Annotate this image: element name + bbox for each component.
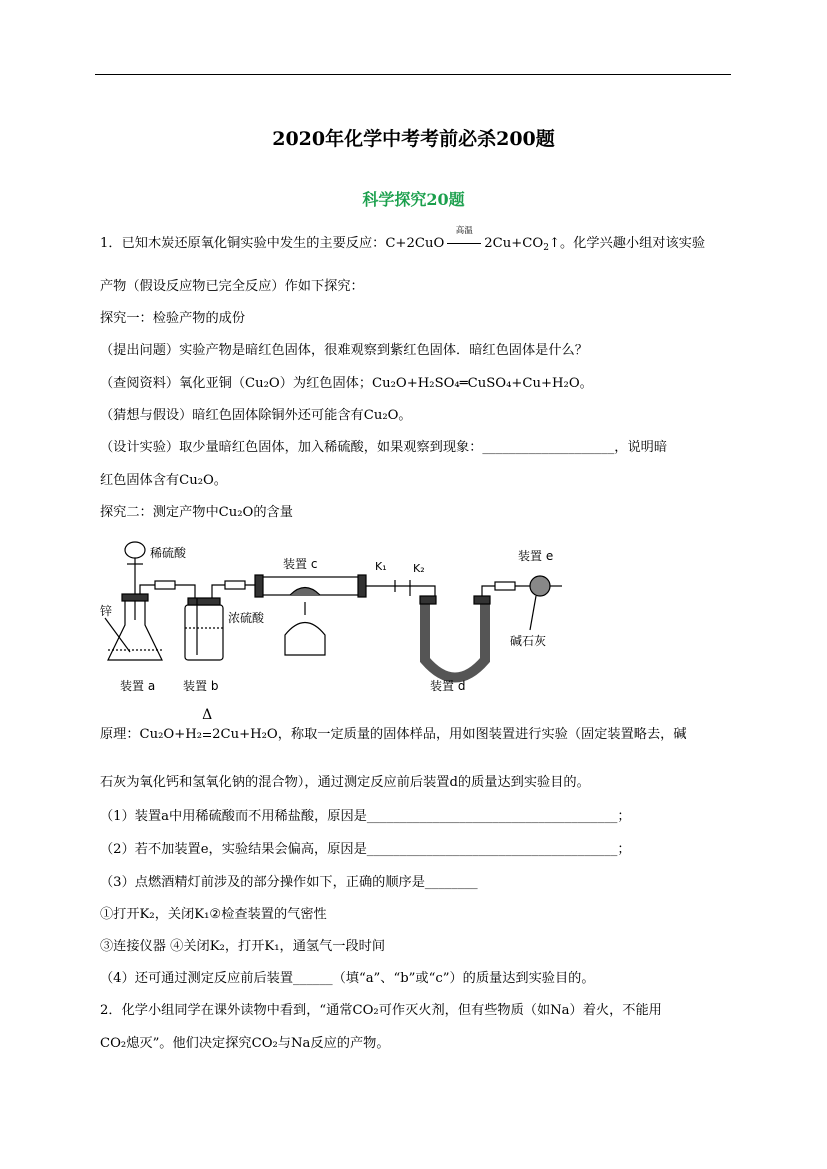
label-k1: K₁ xyxy=(375,560,387,573)
header-rule xyxy=(95,74,731,75)
drying-tube-e xyxy=(530,576,550,596)
q2-line-1: 2．化学小组同学在课外读物中看到，“通常CO₂可作灭火剂，但有些物质（如Na）着火，不能用 xyxy=(100,1003,662,1018)
alcohol-lamp xyxy=(285,623,325,656)
q1-line-7: （设计实验）取少量暗红色固体，加入稀硫酸，如果观察到现象：____________________，说明暗 xyxy=(100,440,668,455)
label-device-e: 装置 e xyxy=(518,549,554,563)
principle-pre: 原理：Cu₂O+H₂ xyxy=(100,727,203,742)
q1-l1-sub: 2 xyxy=(543,243,549,253)
q1-l1-post: ↑。化学兴趣小组对该实验 xyxy=(548,236,706,251)
reaction-arrow-heat xyxy=(202,707,213,742)
subq-3-option-2: ③连接仪器 ④关闭K₂，打开K₁，通氢气一段时间 xyxy=(100,939,386,954)
label-k2: K₂ xyxy=(413,562,425,575)
subq-3-option-1: ①打开K₂，关闭K₁②检查装置的气密性 xyxy=(100,907,327,922)
label-conc-acid: 浓硫酸 xyxy=(228,611,265,625)
section-subtitle: 科学探究20题 xyxy=(362,190,465,209)
label-device-b: 装置 b xyxy=(183,679,219,693)
reaction-condition: 高温 xyxy=(455,226,473,236)
bottle-b xyxy=(185,605,223,660)
q1-line-1 xyxy=(100,226,706,253)
label-device-d: 装置 d xyxy=(430,679,466,693)
principle-post: 2Cu+H₂O，称取一定质量的固体样品，用如图装置进行实验（固定装置略去，碱 xyxy=(212,727,687,742)
q1-line-4: （提出问题）实验产物是暗红色固体，很难观察到紫红色固体．暗红色固体是什么？ xyxy=(100,343,588,358)
separatory-funnel xyxy=(125,542,145,558)
subq-2: （2）若不加装置e，实验结果会偏高，原因是______________________________________； xyxy=(100,842,631,857)
reaction-arrow-high-temp xyxy=(444,226,484,251)
label-device-c: 装置 c xyxy=(283,557,318,571)
q1-line-8: 红色固体含有Cu₂O。 xyxy=(100,473,227,488)
q1-line-6: （猜想与假设）暗红色固体除铜外还可能含有Cu₂O。 xyxy=(100,408,412,423)
principle-line-1 xyxy=(100,707,687,742)
subq-3: （3）点燃酒精灯前涉及的部分操作如下，正确的顺序是________ xyxy=(100,875,478,890)
q1-l1-mid: 2Cu+CO xyxy=(484,236,544,251)
label-soda-lime: 碱石灰 xyxy=(510,634,547,648)
page-title: 2020年化学中考考前必杀200题 xyxy=(272,128,555,150)
q1-line-5: （查阅资料）氧化亚铜（Cu₂O）为红色固体；Cu₂O+H₂SO₄═CuSO₄+Cu+H₂O。 xyxy=(100,376,593,391)
q1-l1-pre: 1．已知木炭还原氧化铜实验中发生的主要反应：C+2CuO xyxy=(100,236,445,251)
label-device-a: 装置 a xyxy=(120,679,156,693)
u-tube-d xyxy=(425,602,485,678)
q1-line-9: 探究二：测定产物中Cu₂O的含量 xyxy=(100,505,293,520)
q2-line-2: CO₂熄灭”。他们决定探究CO₂与Na反应的产物。 xyxy=(100,1036,390,1051)
label-zinc: 锌 xyxy=(100,604,113,618)
q1-line-2: 产物（假设反应物已完全反应）作如下探究： xyxy=(100,279,364,294)
subq-1: （1）装置a中用稀硫酸而不用稀盐酸，原因是______________________________________； xyxy=(100,809,631,824)
subq-4: （4）还可通过测定反应前后装置______（填“a”、“b”或“c”）的质量达到实验目的。 xyxy=(100,971,595,986)
principle-line-2: 石灰为氧化钙和氢氧化钠的混合物），通过测定反应前后装置d的质量达到实验目的。 xyxy=(100,775,590,790)
apparatus-figure xyxy=(100,530,570,700)
heat-condition: Δ xyxy=(202,707,213,723)
label-dilute-acid: 稀硫酸 xyxy=(150,546,187,560)
q1-line-3: 探究一：检验产物的成份 xyxy=(100,311,246,326)
